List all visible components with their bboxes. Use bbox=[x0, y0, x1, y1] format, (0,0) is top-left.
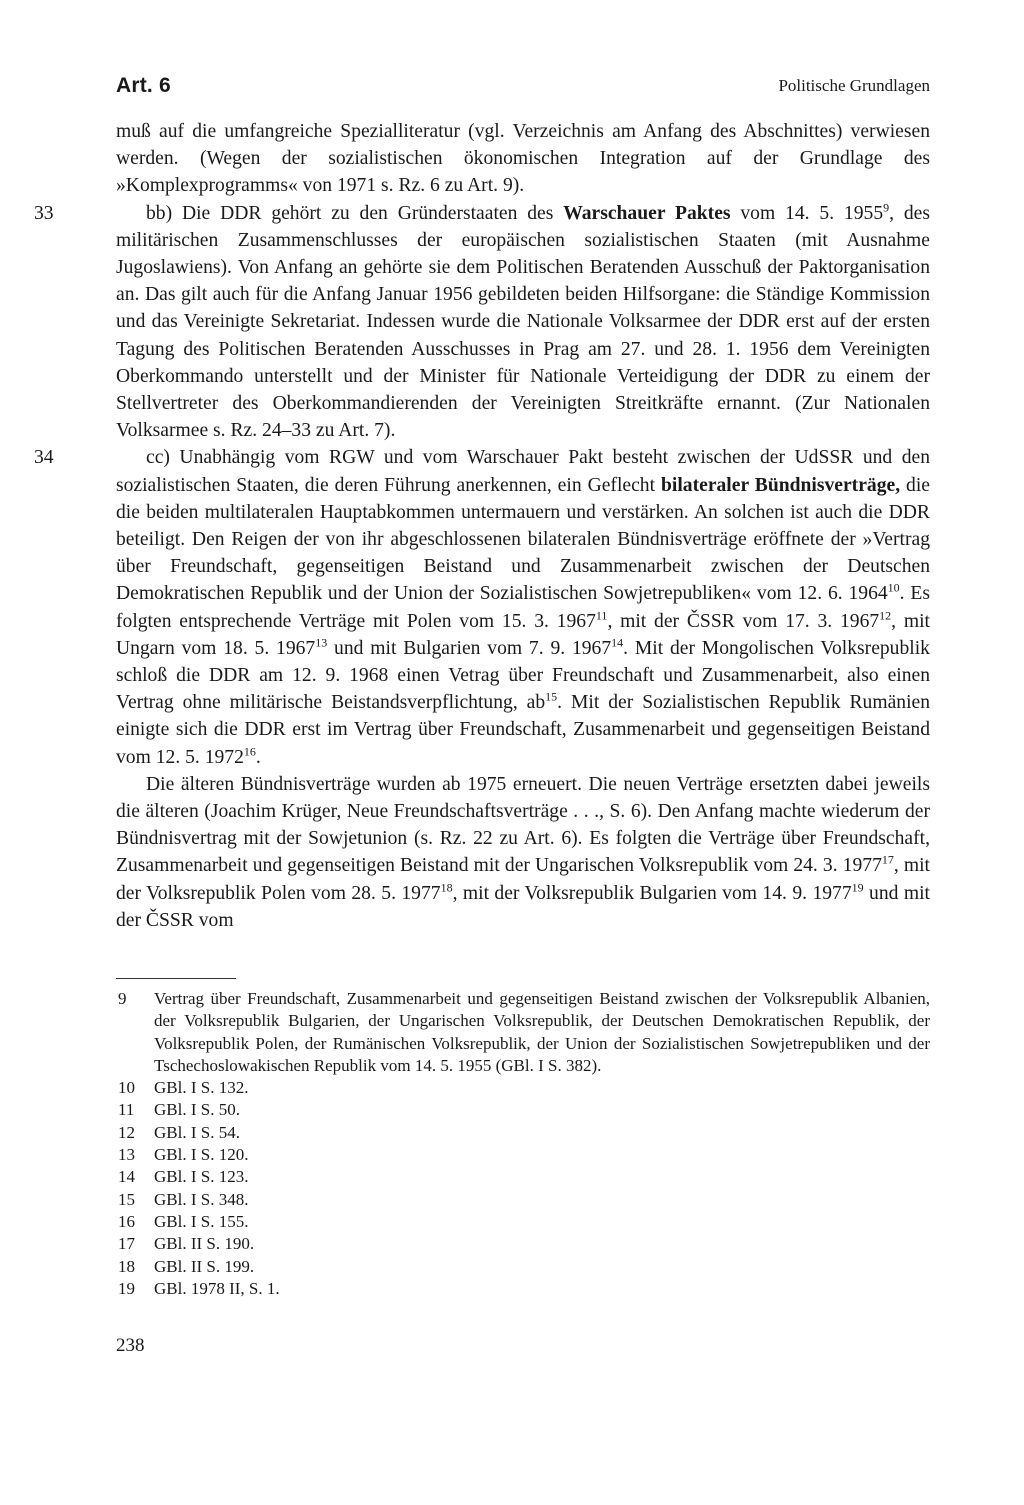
text-run: und mit der ČSSR vom bbox=[116, 882, 930, 931]
text-run: die die beiden multilateralen Hauptabkommen untermauern und verstärken. An solchen ist auch die DDR beteiligt. Den Reigen der von ihr abgeschlossenen bilateralen Bündnisverträge eröffnete der »Vertrag über Freundschaft, gegenseitigen Beistand und Zusammenarbeit zwischen der Deutschen Demokratischen Republik und der Union der Sozialistischen Sowjetrepubliken« vom 12. 6. 1964 bbox=[116, 474, 930, 605]
footnote-number: 19 bbox=[118, 1278, 135, 1298]
text-run: und mit Bulgarien vom 7. 9. 1967 bbox=[327, 637, 612, 659]
text-run: , mit Ungarn vom 18. 5. 1967 bbox=[116, 610, 930, 659]
page-number: 238 bbox=[116, 1335, 145, 1356]
text-run: cc) Unabhängig vom RGW und vom Warschauer Pakt besteht zwischen der UdSSR und den sozialistischen Staaten, die deren Führung anerkennen, ein Geflecht bbox=[116, 447, 930, 496]
footnote-number: 17 bbox=[118, 1234, 135, 1254]
text-run: muß auf die umfangreiche Spezialliteratur (vgl. Verzeichnis am Anfang des Abschnittes) verwiesen werden. (Wegen der sozialistischen ökonomischen Integration auf der Grundlage des »Komplexprogramms« von 1971 s. Rz. 6 zu Art. 9). bbox=[116, 121, 930, 197]
footnote-number: 14 bbox=[118, 1167, 135, 1187]
running-head: Politische Grundlagen bbox=[778, 76, 930, 95]
footnote-ref: 19 bbox=[851, 880, 864, 895]
footnote-text: GBl. I S. 123. bbox=[154, 1167, 249, 1187]
footnote-rule bbox=[116, 978, 236, 979]
footnote-text: Vertrag über Freundschaft, Zusammenarbeit und gegenseitigen Beistand zwischen der Volksrepublik Albanien, der Volksrepublik Bulgarien, der Ungarischen Volksrepublik, der Deutschen Demokratischen Republik, der Volksrepublik Polen, der Rumänischen Volksrepublik, der Union der Sozialistischen Sowjetrepubliken und der Tschechoslowakischen Republik vom 14. 5. 1955 (GBl. I S. 382). bbox=[154, 989, 930, 1075]
footnote-text: GBl. I S. 348. bbox=[154, 1189, 249, 1209]
main-text bbox=[34, 118, 931, 934]
text-run: . Mit der Sozialistischen Republik Rumänien einigte sich die DDR erst im Vertrag über Freundschaft, Zusammenarbeit und gegenseitigen Beistand vom 12. 5. 1972 bbox=[116, 692, 931, 768]
bold-term: Warschauer Paktes bbox=[563, 202, 731, 224]
bold-term: bilateraler Bündnisverträge, bbox=[661, 474, 901, 496]
footnote-ref: 14 bbox=[611, 635, 624, 650]
footnote bbox=[116, 988, 930, 1077]
footnote-text: GBl. I S. 120. bbox=[154, 1145, 249, 1165]
article-heading: Art. 6 bbox=[116, 74, 171, 97]
footnote bbox=[116, 1099, 930, 1121]
footnote bbox=[116, 1122, 930, 1144]
footnote-ref: 18 bbox=[440, 880, 453, 895]
footnote-number: 18 bbox=[118, 1256, 135, 1276]
paragraph bbox=[34, 444, 931, 770]
footnote-text: GBl. I S. 155. bbox=[154, 1211, 249, 1231]
footnote-ref: 13 bbox=[315, 635, 328, 650]
footnote-number: 12 bbox=[118, 1122, 135, 1142]
margin-number: 34 bbox=[34, 447, 54, 469]
margin-number: 33 bbox=[34, 202, 54, 224]
text-run: Die älteren Bündnisverträge wurden ab 1975 erneuert. Die neuen Verträge ersetzten dabei jeweils die älteren (Joachim Krüger, Neue Freundschaftsverträge . . ., S. 6). Den Anfang machte wiederum der Bündnisvertrag mit der Sowjetunion (s. Rz. 22 zu Art. 6). Es folgten die Verträge über Freundschaft, Zusammenarbeit und gegenseitigen Beistand mit der Ungarischen Volksrepublik vom 24. 3. 1977 bbox=[116, 773, 930, 877]
footnote bbox=[116, 1256, 930, 1278]
paragraph bbox=[34, 200, 930, 445]
footnote-ref: 15 bbox=[545, 689, 558, 704]
footnote bbox=[116, 1144, 930, 1166]
footnote-number: 10 bbox=[118, 1078, 135, 1098]
footnote-text: GBl. 1978 II, S. 1. bbox=[154, 1278, 280, 1298]
footnote-text: GBl. I S. 54. bbox=[154, 1122, 240, 1142]
text-run: bb) Die DDR gehört zu den Gründerstaaten des bbox=[146, 202, 564, 224]
footnote bbox=[116, 1233, 930, 1255]
footnote-number: 15 bbox=[118, 1189, 135, 1209]
footnote-text: GBl. I S. 50. bbox=[154, 1100, 240, 1120]
text-run: . Mit der Mongolischen Volksrepublik schloß die DDR am 12. 9. 1968 einen Vetrag über Freundschaft und Zusammenarbeit, also einen Vertrag ohne militärische Beistandsverpflichtung, ab bbox=[116, 637, 930, 714]
footnote-number: 9 bbox=[118, 989, 127, 1008]
footnote bbox=[116, 1211, 930, 1233]
footnote bbox=[116, 1278, 930, 1300]
footnote-ref: 12 bbox=[879, 608, 892, 623]
footnote-ref: 11 bbox=[595, 608, 608, 623]
footnote bbox=[116, 1166, 930, 1188]
text-run: . bbox=[255, 746, 261, 768]
text-run: , mit der ČSSR vom 17. 3. 1967 bbox=[607, 610, 880, 632]
footnote-ref: 16 bbox=[243, 744, 256, 759]
footnote-number: 13 bbox=[118, 1145, 135, 1165]
footnote-number: 11 bbox=[118, 1100, 135, 1120]
footnote-ref: 17 bbox=[881, 852, 894, 867]
paragraph bbox=[116, 771, 930, 934]
footnote-text: GBl. II S. 190. bbox=[154, 1234, 255, 1254]
text-run: , mit der Volksrepublik Polen vom 28. 5. 1977 bbox=[116, 855, 930, 904]
footnote bbox=[116, 1077, 930, 1099]
footnote-ref: 9 bbox=[883, 200, 890, 215]
footnote-ref: 10 bbox=[887, 580, 900, 595]
footnote-text: GBl. II S. 199. bbox=[154, 1256, 255, 1276]
footnote bbox=[116, 1189, 930, 1211]
footnote-number: 16 bbox=[118, 1211, 135, 1231]
footnotes bbox=[116, 988, 930, 1300]
paragraph bbox=[116, 118, 930, 200]
text-run: , mit der Volksrepublik Bulgarien vom 14. 9. 1977 bbox=[452, 882, 852, 904]
text-run: . Es folgten entsprechende Verträge mit Polen vom 15. 3. 1967 bbox=[116, 583, 931, 632]
text-run: vom 14. 5. 1955 bbox=[730, 202, 884, 224]
footnote-text: GBl. I S. 132. bbox=[154, 1078, 249, 1098]
text-run: , des militärischen Zusammenschlusses der europäischen sozialistischen Staaten (mit Ausnahme Jugoslawiens). Von Anfang an gehörte sie dem Politischen Beratenden Ausschuß der Paktorganisation an. Das gilt auch für die Anfang Januar 1956 gebildeten beiden Hilfsorgane: die Ständige Kommission und das Vereinigte Sekretariat. Indessen wurde die Nationale Volksarmee der DDR erst auf der ersten Tagung des Politischen Beratenden Ausschusses in Prag am 27. und 28. 1. 1956 dem Vereinigten Oberkommando unterstellt und der Minister für Nationale Verteidigung der DDR zu einem der Stellvertreter des Oberkommandierenden der Vereinigten Streitkräfte ernannt. (Zur Nationalen Volksarmee s. Rz. 24–33 zu Art. 7). bbox=[116, 202, 930, 442]
